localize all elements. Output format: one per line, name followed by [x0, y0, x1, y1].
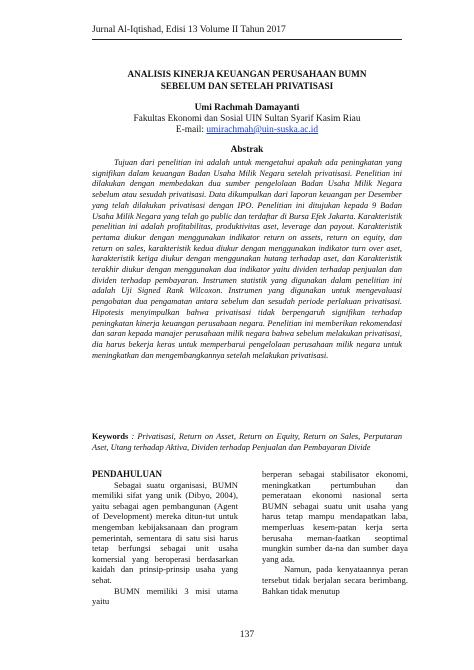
- email-label: E-mail:: [175, 125, 207, 135]
- keywords-label: Keywords: [92, 432, 129, 441]
- body-column-right: [262, 469, 408, 596]
- email-link[interactable]: umirachmah@uin-suska.ac.id: [206, 125, 319, 135]
- author-affiliation: Fakultas Ekonomi dan Sosial UIN Sultan Syarif Kasim Riau: [133, 114, 361, 124]
- abstract-heading: Abstrak: [230, 145, 264, 155]
- author-name: Umi Rachmah Damayanti: [194, 103, 300, 113]
- keywords-text: : Privatisasi, Return on Asset, Return on Equity, Return on Sales, Perputaran Aset, Utang terhadap Aktiva, Dividen terhadap Penjualan dan Pembayaran Divide: [92, 432, 403, 452]
- page-number: 137: [239, 629, 255, 640]
- keywords-line: [92, 432, 402, 453]
- author-email-line: [92, 125, 402, 136]
- abstract-text: Tujuan dari penelitian ini adalah untuk mengetahui apakah ada peningkatan yang signifikan dalam keuangan Badan Usaha Milik Negara setelah privatisasi. Penelitian ini dilakukan dengan membedakan dua sumber pengelolaan Badan Usaha Milik Negara sebelum atau sesudah privatisasi. Data dikumpulkan dari laporan keuangan per Desember yang telah dilakukan privatisasi dengan IPO. Penelitian ini ditujukan kepada 9 Badan Usaha Milik Negara yang telah go public dan terdaftar di Bursa Efek Jakarta. Karakteristik penelitian ini adalah profitabilitas, produktivitas aset, leverage dan payout. Karakteristik pertama diukur dengan menggunakan indikator return on assets, return on equity, dan return on sales, karakteristik kedua diukur dengan menggunakan indikator turn over aset, karakteristik ketiga diukur dengan menggunakan hutang terhadap aset, dan Karakteristik terakhir diukur dengan menggunakan dua indikator yaitu dividen terhadap penjualan dan dividen terhadap pembayaran. Instrumen statistik yang digunakan dalam penelitian ini adalah Uji Signed Rank Wilcoxon. Instrumen yang digunakan untuk mengevaluasi pengobatan dua pengamatan antara sebelum dan sesudah periode perlakuan privatisasi. Hipotesis menyimpulkan bahwa privatisasi tidak berpengaruh signifikan terhadap peningkatan kinerja keuangan perusahaan negara. Penelitian ini memberikan rekomendasi dan saran kepada manajer perusahaan milik negara bahwa sebelum melakukan privatisasi, dia harus bekerja keras untuk memperbarui pengelolaan perusahaan milik negara untuk meningkatkan dan mengembangkannya setelah melakukan privatisasi.: [92, 158, 402, 360]
- paper-title: [92, 68, 402, 92]
- author-block: [92, 103, 402, 136]
- title-line-1: ANALISIS KINERJA KEUANGAN PERUSAHAAN BUMN: [127, 69, 367, 79]
- body-paragraph: BUMN memiliki 3 misi utama yaitu: [92, 585, 238, 607]
- body-paragraph: Namun, pada kenyataannya peran tersebut tidak berjalan secara berimbang. Bahkan tidak menutup: [262, 564, 408, 596]
- body-paragraph: berperan sebagai stabilisator ekonomi, meningkatkan pertumbuhan dan pemerataan ekonomi nasional serta BUMN sebagai suatu unit usaha yang harus tetap mampu mendapatkan laba, memperluas kesem-patan kerja serta berusaha meman-faatkan seoptimal mungkin sumber da-na dan sumber daya yang ada.: [262, 469, 408, 564]
- body-paragraph: Sebagai suatu organisasi, BUMN memiliki sifat yang unik (Dibyo, 2004), yaitu sebagai agen pembangunan (Agent of Development) mereka ditun-tut untuk mengemban kebijaksanaan dan program pemerintah, sementara di satu sisi harus tetap berfungsi sebagai unit usaha komersial yang beroperasi berdasarkan kaidah dan prinsip-prinsip usaha yang sehat.: [92, 479, 238, 585]
- section-heading: PENDAHULUAN: [92, 469, 163, 479]
- journal-header: Jurnal Al-Iqtishad, Edisi 13 Volume II Tahun 2017: [92, 24, 286, 35]
- body-column-left: [92, 469, 238, 607]
- header-divider: [92, 39, 402, 40]
- title-line-2: SEBELUM DAN SETELAH PRIVATISASI: [160, 81, 334, 91]
